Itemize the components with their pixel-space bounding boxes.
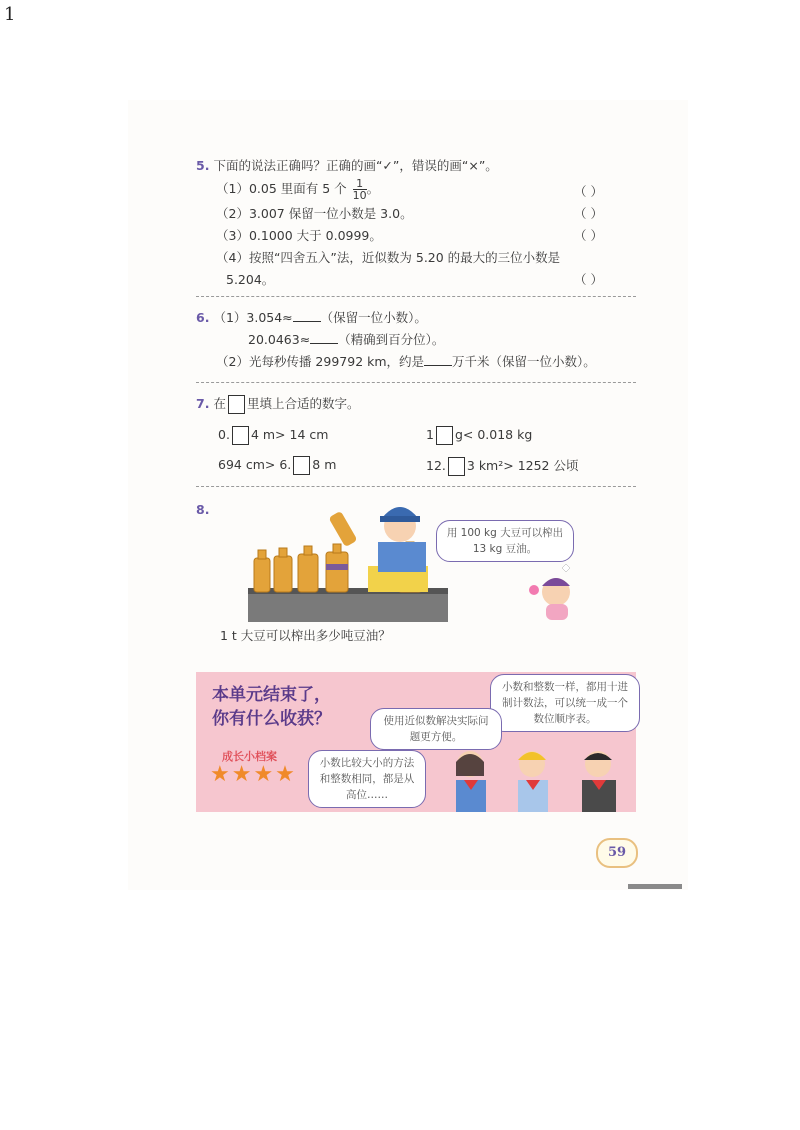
q5-item-1-label: （1）0.05 里面有 5 个 xyxy=(216,181,347,196)
sample-box xyxy=(228,395,245,414)
summary-title-2: 你有什么收获？ xyxy=(212,709,331,729)
q6-line-2: 20.0463≈ （精确到百分位）。 xyxy=(248,332,445,347)
q5-item-2: （2）3.007 保留一位小数是 3.0。 xyxy=(216,206,413,221)
speech-bubble-middle: 使用近似数解决实际问题更方便。 xyxy=(370,708,502,750)
speech-bubble-q8: 用 100 kg 大豆可以榨出 13 kg 豆油。 xyxy=(436,520,574,562)
q7-number: 7. xyxy=(196,396,210,411)
fraction-one-tenth: $\frac{1}{10}$ xyxy=(352,177,367,202)
q7-prompt-line: 7. 在 里填上合适的数字。 xyxy=(196,394,359,414)
answer-blank[interactable] xyxy=(293,311,321,322)
q5-item-3: （3）0.1000 大于 0.0999。 xyxy=(216,228,382,243)
q7-item-2: 1 g< 0.018 kg xyxy=(426,426,532,445)
q5-item-1: （1）0.05 里面有 5 个 $\frac{1}{10}$ 。 xyxy=(216,177,380,202)
q5-number: 5. xyxy=(196,158,210,173)
q7-item-3: 694 cm> 6. 8 m xyxy=(218,456,336,475)
students-illustration xyxy=(450,742,630,812)
answer-blank[interactable] xyxy=(310,333,338,344)
answer-blank[interactable] xyxy=(424,355,452,366)
q5-prompt: 下面的说法正确吗？正确的画“✓”，错误的画“×”。 xyxy=(213,158,498,173)
divider xyxy=(196,382,636,383)
digit-box[interactable] xyxy=(448,457,465,476)
q7-item-1: 0. 4 m> 14 cm xyxy=(218,426,328,445)
q5-answer-paren-2[interactable]: （ ） xyxy=(574,206,603,221)
digit-box[interactable] xyxy=(293,456,310,475)
q5-answer-paren-1[interactable]: （ ） xyxy=(574,184,603,199)
summary-title-1: 本单元结束了， xyxy=(212,685,331,705)
q8-question: 1 t 大豆可以榨出多少吨豆油？ xyxy=(220,628,391,643)
corner-number: 1 xyxy=(4,4,16,25)
soy-oil-factory-illustration xyxy=(248,496,448,622)
unit-summary-banner xyxy=(196,672,636,812)
divider xyxy=(196,486,636,487)
digit-box[interactable] xyxy=(436,426,453,445)
q5-prompt-line xyxy=(196,156,498,174)
q5-item-4-cont: 5.204。 xyxy=(226,272,275,287)
q6-number: 6. xyxy=(196,310,210,325)
q7-item-4: 12. 3 km²> 1252 公顷 xyxy=(426,456,578,476)
q6-line-3: （2）光每秒传播 299792 km，约是 万千米（保留一位小数）。 xyxy=(216,354,596,369)
q8-number: 8. xyxy=(196,502,210,517)
q5-item-4: （4）按照“四舍五入”法，近似数为 5.20 的最大的三位小数是 xyxy=(216,250,561,265)
q5-answer-paren-4[interactable]: （ ） xyxy=(574,272,603,287)
q6-line-1: 6. （1）3.054≈ （保留一位小数）。 xyxy=(196,310,427,325)
speech-bubble-left: 小数比较大小的方法和整数相同，都是从高位…… xyxy=(308,750,426,808)
gray-bar xyxy=(628,884,682,889)
growth-archive-label: 成长小档案 xyxy=(222,750,277,763)
speech-bubble-right: 小数和整数一样，都用十进制计数法，可以统一成一个数位顺序表。 xyxy=(490,674,640,732)
page-number: 59 xyxy=(596,838,638,868)
divider xyxy=(196,296,636,297)
cartoon-mascot-illustration xyxy=(526,562,582,624)
digit-box[interactable] xyxy=(232,426,249,445)
textbook-page xyxy=(128,100,688,890)
q5-answer-paren-3[interactable]: （ ） xyxy=(574,228,603,243)
star-rating: ★★★★ xyxy=(210,762,297,787)
